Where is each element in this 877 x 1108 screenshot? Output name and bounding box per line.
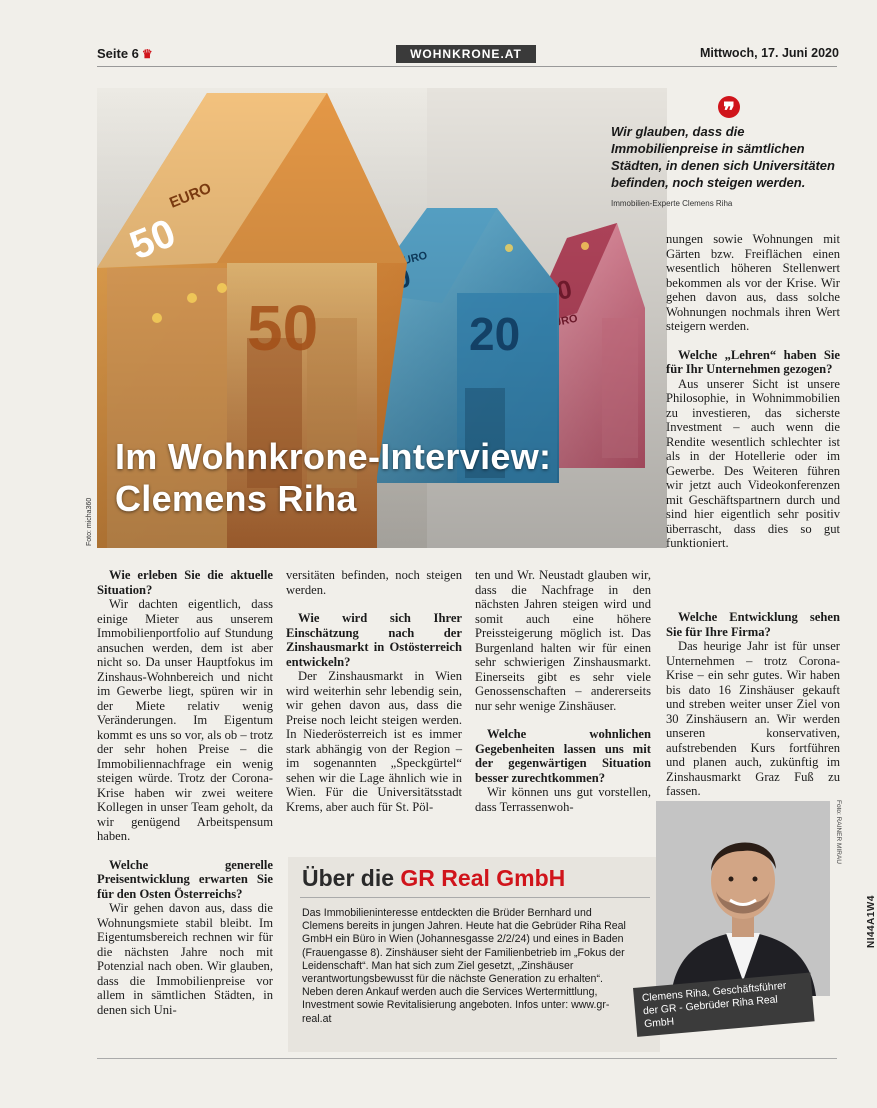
fifty-label: 50 (123, 210, 182, 269)
interview-question: Welche „Lehren“ haben Sie für Ihr Unternehmen gezogen? (666, 347, 840, 376)
article-column-3 (475, 568, 651, 814)
info-box-divider (300, 897, 650, 898)
article-column-1 (97, 568, 273, 1017)
interview-question: Welche generelle Preisentwicklung erwarten Sie für den Osten Österreichs? (97, 857, 273, 901)
article-column-5 (666, 610, 840, 799)
interview-answer: Das heurige Jahr ist für unser Unternehmen – trotz Corona-Krise – ein sehr gutes. Wir haben bis dato 16 Zinshäuser gekauft und streben weiter unser Ziel von 30 Zinshäusern an. Wir werden unseren konservativen, aufstrebenden Kurs fortführen und planen auch, zukünftig im Zinshausmarkt Graz Fuß zu fassen. (666, 639, 840, 798)
paragraph-gap (666, 334, 840, 348)
hero-photo-credit: Foto: micha360 (86, 497, 93, 546)
interview-question: Welche Entwicklung sehen Sie für Ihre Firma? (666, 610, 840, 639)
interview-answer: Wir gehen davon aus, dass die Wohnungsmiete stabil bleibt. Im Eigentumsbereich rechnen wir für die nächsten Jahre noch mit Potenzial nach oben. Wir glauben, dass die Immobilienpreise vor allem in sämtlichen Städten, in denen sich Uni- (97, 901, 273, 1017)
quote-source: Immobilien-Experte Clemens Riha (611, 199, 733, 208)
pull-quote: Wir glauben, dass die Immobilienpreise in sämtlichen Städten, in denen sich Universitäten befinden, noch steigen werden. (611, 124, 835, 190)
quote-icon: ❞ (718, 96, 740, 118)
bottom-divider (97, 1058, 837, 1059)
interview-question: Wie wird sich Ihrer Einschätzung nach der Zinshausmarkt in Ostösterreich entwickeln? (286, 611, 462, 669)
crown-icon: ♛ (141, 47, 153, 61)
interview-answer: nungen sowie Wohnungen mit Gärten bzw. Freiflächen einen wesentlich höheren Stellenwert bekommen als vor der Krise. Wir gehen davon aus, dass solche Wohnungen nochmals ihren Wert steigern werden. (666, 232, 840, 333)
portrait-photo (656, 801, 830, 996)
interview-headline: Im Wohnkrone-Interview: Clemens Riha (115, 436, 552, 519)
company-info-box (288, 857, 660, 1052)
paragraph-gap (286, 597, 462, 611)
paragraph-gap (97, 844, 273, 858)
interview-question: Welche wohnlichen Gegebenheiten lassen uns mit der gegenwärtigen Situation besser zurechtkommen? (475, 727, 651, 785)
side-code: NI44A1W4 (866, 895, 877, 948)
interview-answer: ten und Wr. Neustadt glauben wir, dass die Nachfrage in den nächsten Jahren steigen wird und somit auch eine höhere Preissteigerung möglich ist. Das Burgenland halten wir für einen sehr schwierigen Zinshausmarkt. Einerseits gibt es sehr viele Genossenschaften – andererseits nur sehr wenige Zinshäuser. (475, 568, 651, 713)
interview-question: Wie erleben Sie die aktuelle Situation? (97, 568, 273, 597)
interview-answer: Wir dachten eigentlich, dass einige Mieter aus unserem Immobilienportfolio auf Stundung ansuchen werden, dem ist aber nicht so. Da unser Hauptfokus im Zinshaus-Wohnbereich und nicht im Gewerbe liegt, spüren wir in der Miete relativ wenig Veränderungen. Im Eigentum kommt es uns so vor, als ob – trotz der sehr hohen Preise – die Immobiliennachfrage ein wenig steigen würde. Trotz der Corona-Krise haben wir zwei weitere Kollegen in unser Team geholt, da wir genügend Arbeitspensum haben. (97, 597, 273, 843)
person-illustration (656, 801, 830, 996)
interview-answer: Aus unserer Sicht ist unsere Philosophie, in Wohnimmobilien zu investieren, das sicherste Investment – auch wenn die Rendite wesentlich schlechter ist als in der Hotellerie oder im Gewerbe. Des Weiteren führen wir jetzt auch Videokonferenzen mit Geschäftspartnern durch und sind hier eigentlich sehr positiv überrascht, dass dies so gut funktioniert. (666, 376, 840, 550)
svg-text:50: 50 (247, 292, 319, 364)
interview-answer: versitäten befinden, noch steigen werden. (286, 568, 462, 597)
issue-date: Mittwoch, 17. Juni 2020 (700, 46, 839, 60)
svg-text:EURO: EURO (167, 179, 214, 212)
interview-answer: Der Zinshausmarkt in Wien wird weiterhin sehr lebendig sein, wir gehen davon aus, dass die Preise noch leicht steigen werden. In Niederösterreich ist es immer stark abhängig von der Region – im sogenannten „Speckgürtel“ sehen wir die Lage ähnlich wie in Wien. Für die Universitätsstadt Krems, aber auch für St. Pöl- (286, 669, 462, 814)
portrait-photo-credit: Foto: RAINER MIRAU (835, 800, 842, 864)
info-box-title: Über die GR Real GmbH (302, 865, 566, 891)
article-column-2 (286, 568, 462, 814)
portrait-caption: Clemens Riha, Geschäftsführer der GR - Gebrüder Riha Real GmbH (633, 972, 815, 1036)
paragraph-gap (475, 713, 651, 727)
info-box-text: Das Immobilieninteresse entdeckten die Brüder Bernhard und Clemens bereits in jungen Jahren. Heute hat die Gebrüder Riha Real GmbH ein Büro in Wien (Johannesgasse 2/2/24) und eines in Baden (Frauengasse 8). Zinshäuser sieht der Familienbetrieb im „Fokus der Leidenschaft“. Man hat sich zum Ziel gesetzt, „Zinshäuser verantwortungsbewusst für die nächste Generation zu erhalten“. Neben deren Ankauf werden auch die Services Wertermittlung, Investment sowie Revitalisierung angeboten. Infos unter: www.gr-real.at (302, 907, 626, 1025)
page-number: Seite 6 ♛ (97, 46, 153, 61)
interview-answer: Wir können uns gut vorstellen, dass Terrassenwoh- (475, 785, 651, 814)
header-divider (97, 66, 837, 67)
brand-label: WOHNKRONE.AT (396, 45, 536, 63)
hero-image (97, 88, 667, 548)
article-column-4 (666, 232, 840, 551)
